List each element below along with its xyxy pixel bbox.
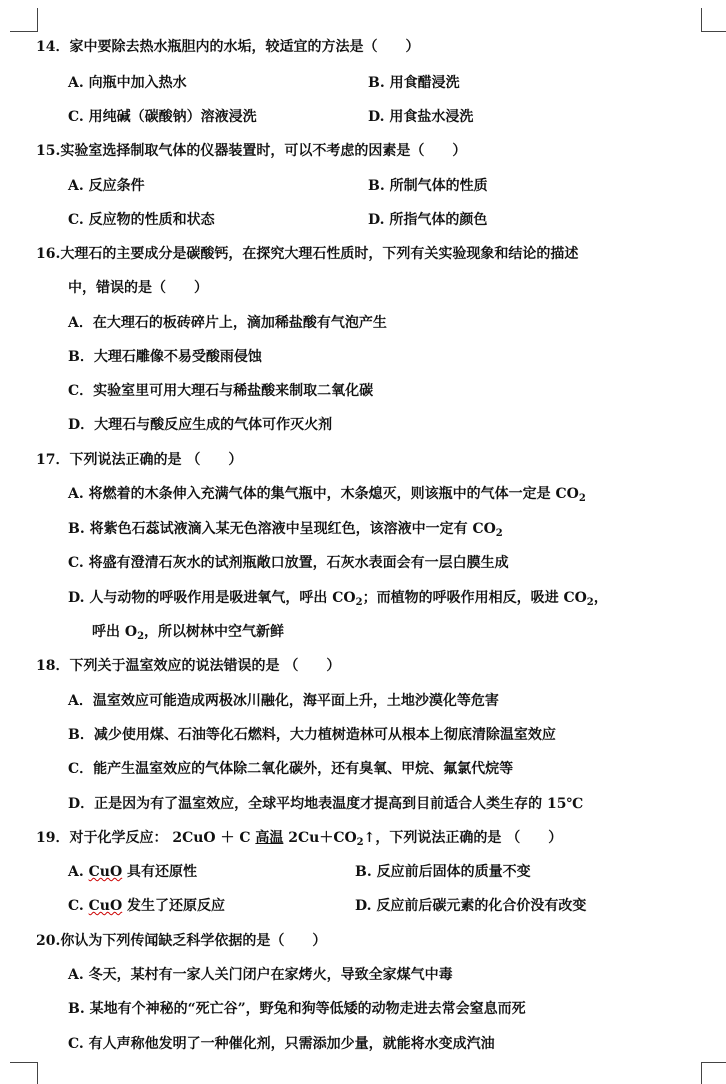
question-14-stem — [36, 37, 419, 57]
option-d-text: ；而植物的呼吸作用相反，吸进 CO — [362, 590, 587, 606]
question-18-stem — [36, 656, 340, 676]
option-a-text: 具有还原性 — [122, 864, 198, 880]
option-b: B．大理石雕像不易受酸雨侵蚀 — [68, 349, 262, 365]
question-text: 实验室选择制取气体的仪器装置时，可以不考虑的因素是（ ） — [60, 143, 467, 159]
option-b: B. 用食醋浸洗 — [368, 75, 460, 91]
corner-mark — [701, 31, 726, 32]
question-16-stem-cont: 中，错误的是（ ） — [68, 280, 208, 296]
question-number: 20. — [36, 933, 61, 949]
subscript: 2 — [137, 631, 145, 642]
option-d-text: D. 人与动物的呼吸作用是吸进氧气，呼出 CO — [68, 590, 356, 606]
question-20-stem — [36, 931, 326, 951]
option-b: B．减少使用煤、石油等化石燃料，大力植树造林可从根本上彻底清除温室效应 — [68, 727, 556, 743]
corner-mark — [37, 1062, 38, 1084]
subscript: 2 — [578, 493, 586, 504]
question-15-stem — [36, 141, 466, 161]
option-d: D. 所指气体的颜色 — [368, 212, 488, 228]
question-number: 17． — [36, 452, 70, 468]
option-c: C．能产生温室效应的气体除二氧化碳外，还有臭氧、甲烷、氟氯代烷等 — [68, 761, 514, 777]
corner-mark — [37, 8, 38, 32]
question-text: 对于化学反应： 2CuO ＋ C — [69, 830, 256, 846]
subscript: 2 — [586, 597, 594, 608]
question-text: ↑，下列说法正确的是 （ ） — [363, 830, 563, 846]
option-a: A. 向瓶中加入热水 — [68, 75, 187, 91]
option-b-text: B. 将紫色石蕊试液滴入某无色溶液中呈现红色，该溶液中一定有 CO — [68, 521, 496, 537]
option-d: D. 反应前后碳元素的化合价没有改变 — [355, 898, 587, 914]
option-c: C. 反应物的性质和状态 — [68, 212, 215, 228]
option-a — [68, 484, 586, 504]
question-number: 18． — [36, 658, 70, 674]
option-c — [68, 896, 225, 916]
option-b: B. 反应前后固体的质量不变 — [355, 864, 531, 880]
option-d-text: 呼出 O — [92, 624, 138, 640]
option-a-text: A. 将燃着的木条伸入充满气体的集气瓶中，木条熄灭，则该瓶中的气体一定是 CO — [68, 486, 579, 502]
option-b — [68, 519, 503, 539]
question-number: 19． — [36, 830, 70, 846]
option-c-text: 发生了还原反应 — [122, 898, 226, 914]
reaction-condition: 高温 — [255, 830, 284, 846]
corner-mark — [701, 8, 702, 32]
option-d: D. 用食盐水浸洗 — [368, 109, 474, 125]
corner-mark — [701, 1062, 702, 1084]
question-17-stem — [36, 450, 242, 470]
corner-mark — [701, 1062, 726, 1063]
option-c: C. 将盛有澄清石灰水的试剂瓶敞口放置，石灰水表面会有一层白膜生成 — [68, 555, 509, 571]
option-d-text: ，所以树林中空气新鲜 — [144, 624, 285, 640]
question-text: 下列关于温室效应的说法错误的是 （ ） — [69, 658, 341, 674]
question-text: 家中要除去热水瓶胆内的水垢，较适宜的方法是（ ） — [69, 39, 420, 55]
question-text: 2Cu＋CO — [283, 830, 357, 846]
corner-mark — [10, 1062, 38, 1063]
option-a — [68, 862, 197, 882]
option-a: A．温室效应可能造成两极冰川融化，海平面上升，土地沙漠化等危害 — [68, 693, 499, 709]
formula-cuo: CuO — [88, 898, 123, 914]
option-d: D．正是因为有了温室效应，全球平均地表温度才提高到目前适合人类生存的 15℃ — [68, 796, 584, 812]
option-a: A. 反应条件 — [68, 178, 145, 194]
question-number: 14． — [36, 39, 70, 55]
option-a: A．在大理石的板砖碎片上，滴加稀盐酸有气泡产生 — [68, 315, 387, 331]
question-19-stem — [36, 828, 562, 848]
option-b: B. 某地有个神秘的“死亡谷”，野兔和狗等低矮的动物走进去常会窒息而死 — [68, 1001, 526, 1017]
subscript: 2 — [356, 837, 364, 848]
option-c: C. 有人声称他发明了一种催化剂，只需添加少量，就能将水变成汽油 — [68, 1036, 495, 1052]
question-text: 下列说法正确的是 （ ） — [69, 452, 243, 468]
question-text: 你认为下列传闻缺乏科学依据的是（ ） — [60, 933, 327, 949]
option-a: A. 冬天，某村有一家人关门闭户在家烤火，导致全家煤气中毒 — [68, 967, 453, 983]
option-c: C．实验室里可用大理石与稀盐酸来制取二氧化碳 — [68, 383, 374, 399]
question-number: 16. — [36, 246, 61, 262]
option-letter: C. — [68, 898, 89, 914]
question-text: 大理石的主要成分是碳酸钙，在探究大理石性质时，下列有关实验现象和结论的描述 — [60, 246, 579, 262]
option-c: C. 用纯碱（碳酸钠）溶液浸洗 — [68, 109, 257, 125]
formula-cuo: CuO — [88, 864, 123, 880]
option-letter: A. — [68, 864, 89, 880]
question-number: 15. — [36, 143, 61, 159]
option-d — [68, 588, 608, 608]
option-d-text: ， — [593, 590, 608, 606]
option-d-cont — [92, 622, 284, 642]
question-16-stem — [36, 244, 578, 264]
subscript: 2 — [355, 597, 363, 608]
option-d: D．大理石与酸反应生成的气体可作灭火剂 — [68, 417, 333, 433]
option-b: B. 所制气体的性质 — [368, 178, 488, 194]
subscript: 2 — [495, 528, 503, 539]
corner-mark — [10, 31, 38, 32]
